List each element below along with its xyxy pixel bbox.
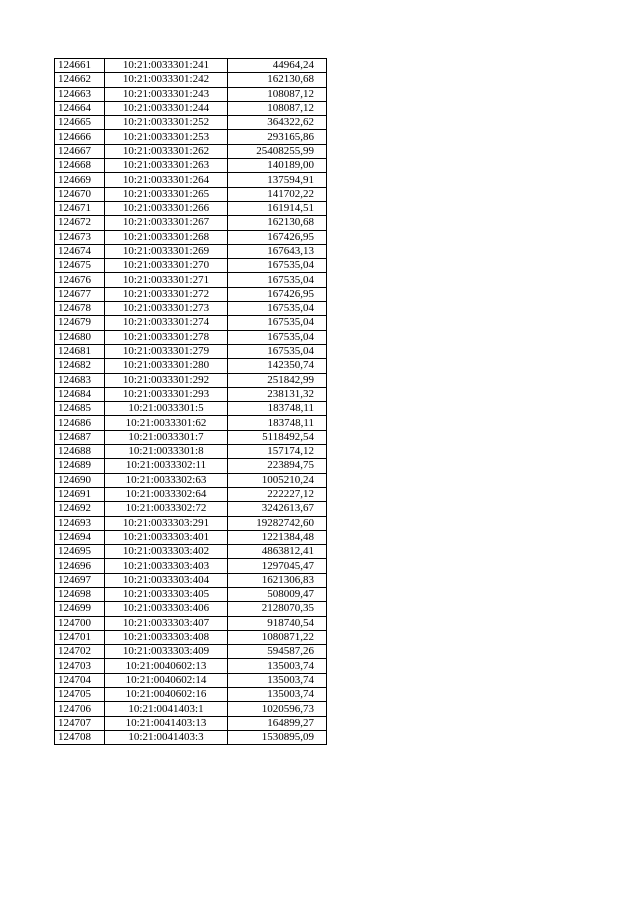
cadastral-number-cell: 10:21:0033303:404 bbox=[105, 573, 228, 587]
row-id-cell: 124704 bbox=[55, 673, 105, 687]
row-id-cell: 124665 bbox=[55, 116, 105, 130]
cadastral-number-cell: 10:21:0033301:263 bbox=[105, 159, 228, 173]
cadastral-number-cell: 10:21:0033301:273 bbox=[105, 302, 228, 316]
cadastral-number-cell: 10:21:0033301:266 bbox=[105, 201, 228, 215]
row-id-cell: 124684 bbox=[55, 387, 105, 401]
cadastral-value-cell: 162130,68 bbox=[228, 216, 327, 230]
table-row bbox=[55, 702, 327, 716]
row-id-cell: 124693 bbox=[55, 516, 105, 530]
cadastral-value-cell: 3242613,67 bbox=[228, 502, 327, 516]
cadastral-number-cell: 10:21:0033301:265 bbox=[105, 187, 228, 201]
cadastral-number-cell: 10:21:0033301:271 bbox=[105, 273, 228, 287]
cadastral-value-cell: 167535,04 bbox=[228, 302, 327, 316]
cadastral-value-cell: 238131,32 bbox=[228, 387, 327, 401]
table-row bbox=[55, 487, 327, 501]
table-row bbox=[55, 459, 327, 473]
cadastral-number-cell: 10:21:0033303:405 bbox=[105, 587, 228, 601]
cadastral-value-cell: 140189,00 bbox=[228, 159, 327, 173]
table-row bbox=[55, 445, 327, 459]
table-row bbox=[55, 173, 327, 187]
row-id-cell: 124663 bbox=[55, 87, 105, 101]
row-id-cell: 124700 bbox=[55, 616, 105, 630]
table-row bbox=[55, 373, 327, 387]
row-id-cell: 124681 bbox=[55, 344, 105, 358]
cadastral-value-cell: 251842,99 bbox=[228, 373, 327, 387]
cadastral-number-cell: 10:21:0033301:278 bbox=[105, 330, 228, 344]
row-id-cell: 124689 bbox=[55, 459, 105, 473]
row-id-cell: 124680 bbox=[55, 330, 105, 344]
cadastral-number-cell: 10:21:0033303:408 bbox=[105, 630, 228, 644]
cadastral-value-table bbox=[54, 58, 327, 745]
cadastral-value-cell: 167535,04 bbox=[228, 316, 327, 330]
cadastral-value-cell: 141702,22 bbox=[228, 187, 327, 201]
row-id-cell: 124677 bbox=[55, 287, 105, 301]
row-id-cell: 124668 bbox=[55, 159, 105, 173]
table-row bbox=[55, 387, 327, 401]
row-id-cell: 124686 bbox=[55, 416, 105, 430]
row-id-cell: 124664 bbox=[55, 101, 105, 115]
table-row bbox=[55, 530, 327, 544]
cadastral-number-cell: 10:21:0033301:272 bbox=[105, 287, 228, 301]
row-id-cell: 124691 bbox=[55, 487, 105, 501]
cadastral-value-cell: 1221384,48 bbox=[228, 530, 327, 544]
table-row bbox=[55, 602, 327, 616]
row-id-cell: 124667 bbox=[55, 144, 105, 158]
cadastral-value-cell: 1005210,24 bbox=[228, 473, 327, 487]
cadastral-number-cell: 10:21:0033301:270 bbox=[105, 259, 228, 273]
row-id-cell: 124676 bbox=[55, 273, 105, 287]
cadastral-value-cell: 108087,12 bbox=[228, 101, 327, 115]
row-id-cell: 124666 bbox=[55, 130, 105, 144]
cadastral-value-cell: 293165,86 bbox=[228, 130, 327, 144]
table-row bbox=[55, 645, 327, 659]
table-row bbox=[55, 573, 327, 587]
row-id-cell: 124682 bbox=[55, 359, 105, 373]
table-row bbox=[55, 730, 327, 744]
cadastral-number-cell: 10:21:0040602:16 bbox=[105, 688, 228, 702]
cadastral-number-cell: 10:21:0033301:292 bbox=[105, 373, 228, 387]
table-row bbox=[55, 473, 327, 487]
row-id-cell: 124696 bbox=[55, 559, 105, 573]
table-row bbox=[55, 430, 327, 444]
cadastral-number-cell: 10:21:0033301:293 bbox=[105, 387, 228, 401]
table-row bbox=[55, 688, 327, 702]
cadastral-value-cell: 167426,95 bbox=[228, 230, 327, 244]
row-id-cell: 124699 bbox=[55, 602, 105, 616]
cadastral-value-cell: 183748,11 bbox=[228, 402, 327, 416]
row-id-cell: 124706 bbox=[55, 702, 105, 716]
cadastral-number-cell: 10:21:0033303:409 bbox=[105, 645, 228, 659]
row-id-cell: 124708 bbox=[55, 730, 105, 744]
table-row bbox=[55, 187, 327, 201]
cadastral-value-cell: 25408255,99 bbox=[228, 144, 327, 158]
table-row bbox=[55, 259, 327, 273]
table-row bbox=[55, 630, 327, 644]
table-row bbox=[55, 330, 327, 344]
table-row bbox=[55, 87, 327, 101]
cadastral-value-cell: 508009,47 bbox=[228, 587, 327, 601]
cadastral-value-cell: 918740,54 bbox=[228, 616, 327, 630]
cadastral-number-cell: 10:21:0033302:11 bbox=[105, 459, 228, 473]
table-row bbox=[55, 101, 327, 115]
table-row bbox=[55, 73, 327, 87]
table-row bbox=[55, 502, 327, 516]
cadastral-number-cell: 10:21:0033301:243 bbox=[105, 87, 228, 101]
table-row bbox=[55, 659, 327, 673]
row-id-cell: 124673 bbox=[55, 230, 105, 244]
table-row bbox=[55, 287, 327, 301]
cadastral-number-cell: 10:21:0033301:252 bbox=[105, 116, 228, 130]
table-row bbox=[55, 344, 327, 358]
table-row bbox=[55, 116, 327, 130]
cadastral-value-cell: 137594,91 bbox=[228, 173, 327, 187]
row-id-cell: 124687 bbox=[55, 430, 105, 444]
cadastral-value-cell: 4863812,41 bbox=[228, 545, 327, 559]
cadastral-number-cell: 10:21:0033301:274 bbox=[105, 316, 228, 330]
row-id-cell: 124701 bbox=[55, 630, 105, 644]
row-id-cell: 124669 bbox=[55, 173, 105, 187]
cadastral-value-cell: 1080871,22 bbox=[228, 630, 327, 644]
cadastral-number-cell: 10:21:0033301:8 bbox=[105, 445, 228, 459]
row-id-cell: 124688 bbox=[55, 445, 105, 459]
row-id-cell: 124671 bbox=[55, 201, 105, 215]
table-row bbox=[55, 673, 327, 687]
table-row bbox=[55, 616, 327, 630]
cadastral-value-cell: 167643,13 bbox=[228, 244, 327, 258]
row-id-cell: 124683 bbox=[55, 373, 105, 387]
cadastral-value-cell: 108087,12 bbox=[228, 87, 327, 101]
table-row bbox=[55, 244, 327, 258]
cadastral-number-cell: 10:21:0033301:279 bbox=[105, 344, 228, 358]
cadastral-number-cell: 10:21:0033301:241 bbox=[105, 59, 228, 73]
table-row bbox=[55, 159, 327, 173]
row-id-cell: 124674 bbox=[55, 244, 105, 258]
table-row bbox=[55, 230, 327, 244]
cadastral-number-cell: 10:21:0040602:14 bbox=[105, 673, 228, 687]
row-id-cell: 124678 bbox=[55, 302, 105, 316]
table-row bbox=[55, 402, 327, 416]
cadastral-number-cell: 10:21:0033301:62 bbox=[105, 416, 228, 430]
table-row bbox=[55, 201, 327, 215]
row-id-cell: 124702 bbox=[55, 645, 105, 659]
cadastral-value-cell: 162130,68 bbox=[228, 73, 327, 87]
table-row bbox=[55, 144, 327, 158]
cadastral-value-cell: 135003,74 bbox=[228, 673, 327, 687]
table-row bbox=[55, 716, 327, 730]
cadastral-value-cell: 19282742,60 bbox=[228, 516, 327, 530]
table-body bbox=[55, 59, 327, 745]
row-id-cell: 124705 bbox=[55, 688, 105, 702]
row-id-cell: 124697 bbox=[55, 573, 105, 587]
cadastral-value-cell: 1297045,47 bbox=[228, 559, 327, 573]
cadastral-value-cell: 164899,27 bbox=[228, 716, 327, 730]
cadastral-value-cell: 167535,04 bbox=[228, 273, 327, 287]
table-row bbox=[55, 316, 327, 330]
cadastral-value-cell: 167535,04 bbox=[228, 259, 327, 273]
cadastral-value-cell: 167535,04 bbox=[228, 330, 327, 344]
table-row bbox=[55, 559, 327, 573]
row-id-cell: 124695 bbox=[55, 545, 105, 559]
cadastral-number-cell: 10:21:0033301:244 bbox=[105, 101, 228, 115]
cadastral-value-cell: 1530895,09 bbox=[228, 730, 327, 744]
cadastral-number-cell: 10:21:0033301:264 bbox=[105, 173, 228, 187]
table-row bbox=[55, 416, 327, 430]
cadastral-number-cell: 10:21:0040602:13 bbox=[105, 659, 228, 673]
cadastral-value-cell: 222227,12 bbox=[228, 487, 327, 501]
cadastral-value-cell: 161914,51 bbox=[228, 201, 327, 215]
cadastral-number-cell: 10:21:0033302:63 bbox=[105, 473, 228, 487]
cadastral-number-cell: 10:21:0033302:64 bbox=[105, 487, 228, 501]
row-id-cell: 124670 bbox=[55, 187, 105, 201]
cadastral-number-cell: 10:21:0033301:280 bbox=[105, 359, 228, 373]
cadastral-number-cell: 10:21:0033301:253 bbox=[105, 130, 228, 144]
cadastral-number-cell: 10:21:0033301:262 bbox=[105, 144, 228, 158]
cadastral-value-cell: 1621306,83 bbox=[228, 573, 327, 587]
cadastral-number-cell: 10:21:0041403:3 bbox=[105, 730, 228, 744]
cadastral-value-cell: 2128070,35 bbox=[228, 602, 327, 616]
row-id-cell: 124692 bbox=[55, 502, 105, 516]
table-row bbox=[55, 130, 327, 144]
cadastral-number-cell: 10:21:0033303:401 bbox=[105, 530, 228, 544]
row-id-cell: 124685 bbox=[55, 402, 105, 416]
cadastral-value-cell: 5118492,54 bbox=[228, 430, 327, 444]
table-row bbox=[55, 359, 327, 373]
row-id-cell: 124703 bbox=[55, 659, 105, 673]
row-id-cell: 124690 bbox=[55, 473, 105, 487]
table-row bbox=[55, 59, 327, 73]
cadastral-number-cell: 10:21:0033301:7 bbox=[105, 430, 228, 444]
cadastral-number-cell: 10:21:0033301:269 bbox=[105, 244, 228, 258]
cadastral-number-cell: 10:21:0041403:1 bbox=[105, 702, 228, 716]
cadastral-number-cell: 10:21:0033301:5 bbox=[105, 402, 228, 416]
cadastral-number-cell: 10:21:0033303:403 bbox=[105, 559, 228, 573]
cadastral-value-cell: 183748,11 bbox=[228, 416, 327, 430]
table-row bbox=[55, 216, 327, 230]
cadastral-number-cell: 10:21:0033301:268 bbox=[105, 230, 228, 244]
row-id-cell: 124662 bbox=[55, 73, 105, 87]
table-row bbox=[55, 545, 327, 559]
cadastral-value-cell: 364322,62 bbox=[228, 116, 327, 130]
cadastral-value-cell: 594587,26 bbox=[228, 645, 327, 659]
table-row bbox=[55, 302, 327, 316]
table-row bbox=[55, 516, 327, 530]
table-row bbox=[55, 273, 327, 287]
row-id-cell: 124672 bbox=[55, 216, 105, 230]
row-id-cell: 124707 bbox=[55, 716, 105, 730]
table-row bbox=[55, 587, 327, 601]
cadastral-number-cell: 10:21:0033303:291 bbox=[105, 516, 228, 530]
cadastral-number-cell: 10:21:0033302:72 bbox=[105, 502, 228, 516]
cadastral-value-cell: 44964,24 bbox=[228, 59, 327, 73]
row-id-cell: 124694 bbox=[55, 530, 105, 544]
cadastral-number-cell: 10:21:0033303:406 bbox=[105, 602, 228, 616]
row-id-cell: 124675 bbox=[55, 259, 105, 273]
row-id-cell: 124661 bbox=[55, 59, 105, 73]
cadastral-value-cell: 167535,04 bbox=[228, 344, 327, 358]
cadastral-value-cell: 223894,75 bbox=[228, 459, 327, 473]
cadastral-value-cell: 142350,74 bbox=[228, 359, 327, 373]
cadastral-value-cell: 167426,95 bbox=[228, 287, 327, 301]
cadastral-number-cell: 10:21:0041403:13 bbox=[105, 716, 228, 730]
row-id-cell: 124679 bbox=[55, 316, 105, 330]
cadastral-value-cell: 157174,12 bbox=[228, 445, 327, 459]
cadastral-number-cell: 10:21:0033303:402 bbox=[105, 545, 228, 559]
cadastral-number-cell: 10:21:0033303:407 bbox=[105, 616, 228, 630]
cadastral-value-cell: 1020596,73 bbox=[228, 702, 327, 716]
cadastral-number-cell: 10:21:0033301:267 bbox=[105, 216, 228, 230]
row-id-cell: 124698 bbox=[55, 587, 105, 601]
cadastral-value-cell: 135003,74 bbox=[228, 688, 327, 702]
cadastral-value-cell: 135003,74 bbox=[228, 659, 327, 673]
cadastral-number-cell: 10:21:0033301:242 bbox=[105, 73, 228, 87]
